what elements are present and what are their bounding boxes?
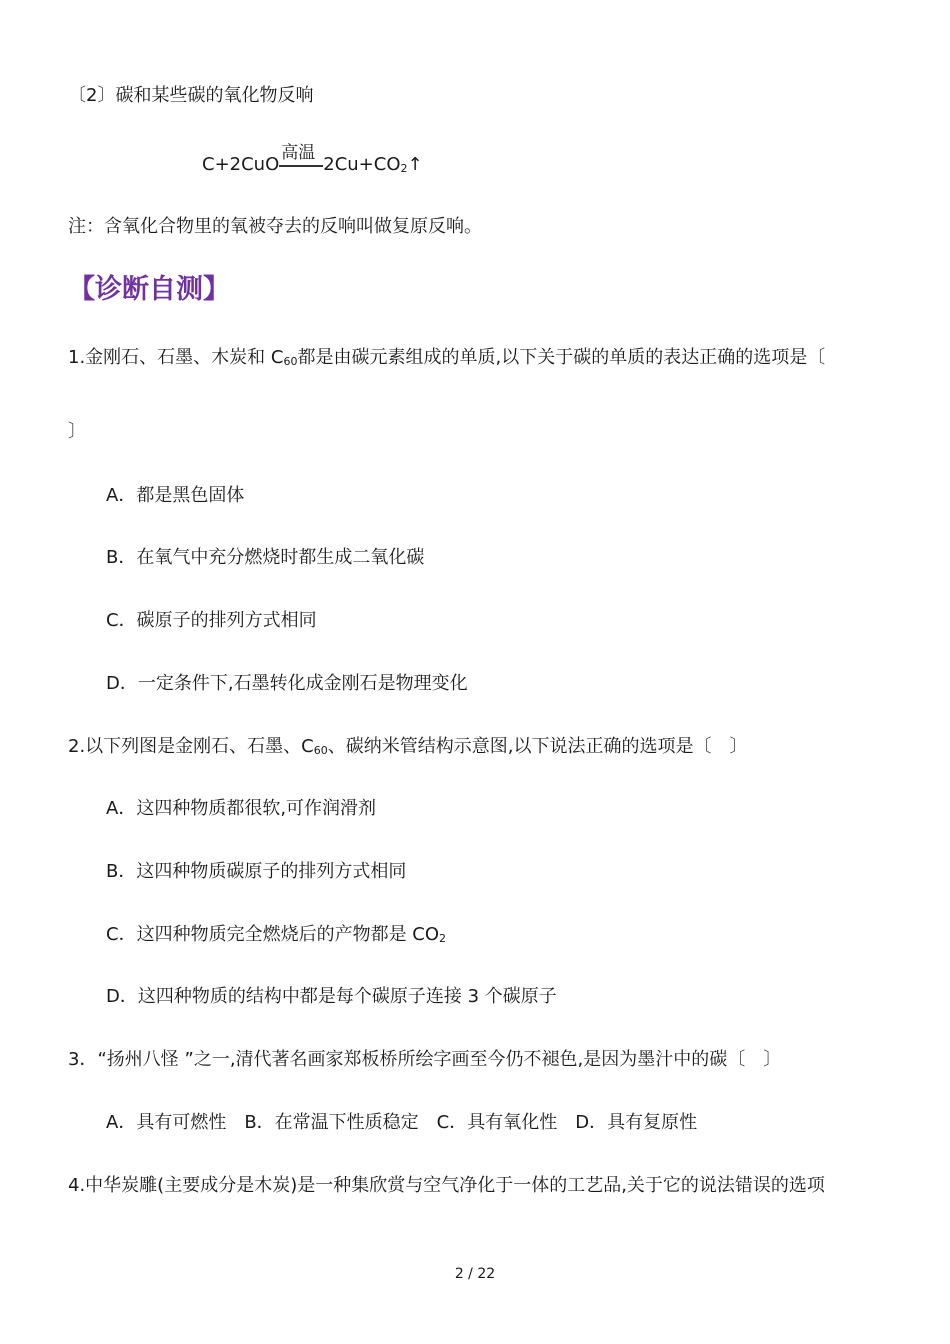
note-text: 注：含氧化合物里的氧被夺去的反响叫做复原反响。 [68,216,482,237]
question-3: 3．“扬州八怪 ”之一,清代著名画家郑板桥所绘字画至今仍不褪色,是因为墨汁中的碳〔 〕 [68,1049,782,1070]
reaction-condition [279,143,323,177]
q1-option-d: D．一定条件下,石墨转化成金刚石是物理变化 [106,673,468,694]
equation-subscript: 2 [400,162,408,175]
q2-text-post: 、碳纳米管结构示意图,以下说法正确的选项是〔 〕 [327,736,748,757]
q2-option-c [106,923,446,951]
q1-option-c: C．碳原子的排列方式相同 [106,610,317,631]
q1-option-a: A．都是黑色固体 [106,485,245,506]
question-1-close: 〕 [68,421,86,442]
reaction-equation [202,143,423,181]
question-1 [68,346,825,374]
section-subtitle: 〔2〕碳和某些碳的氧化物反响 [68,85,314,106]
equation-reactants: C+2CuO [202,154,280,175]
q2-option-d: D．这四种物质的结构中都是每个碳原子连接 3 个碳原子 [106,986,557,1007]
q2-subscript: 60 [313,744,328,757]
question-2 [68,735,747,763]
q2-option-c-subscript: 2 [439,932,447,945]
q1-option-b: B．在氧气中充分燃烧时都生成二氧化碳 [106,547,425,568]
q2-option-a: A．这四种物质都很软,可作润滑剂 [106,798,377,819]
q1-text-pre: 1.金刚石、石墨、木炭和 C [68,347,284,368]
equation-products: 2Cu+CO [323,154,401,175]
page-number: 2 / 22 [454,1266,496,1282]
q3-options: A．具有可燃性 B．在常温下性质稳定 C．具有氧化性 D．具有复原性 [106,1112,698,1133]
q2-text-pre: 2.以下列图是金刚石、石墨、C [68,736,314,757]
question-4: 4.中华炭雕(主要成分是木炭)是一种集欣赏与空气净化于一体的工艺品,关于它的说法错误的选项 [68,1175,825,1196]
condition-label: 高温 [281,143,316,163]
section-heading: 【诊断自测】 [68,274,230,305]
gas-arrow-icon: ↑ [407,154,423,175]
q2-option-c-text: C．这四种物质完全燃烧后的产物都是 CO [106,924,440,945]
q1-subscript: 60 [283,355,298,368]
q2-option-b: B．这四种物质碳原子的排列方式相同 [106,861,407,882]
q1-text-post: 都是由碳元素组成的单质,以下关于碳的单质的表达正确的选项是〔 [297,347,826,368]
condition-arrow [279,165,323,167]
